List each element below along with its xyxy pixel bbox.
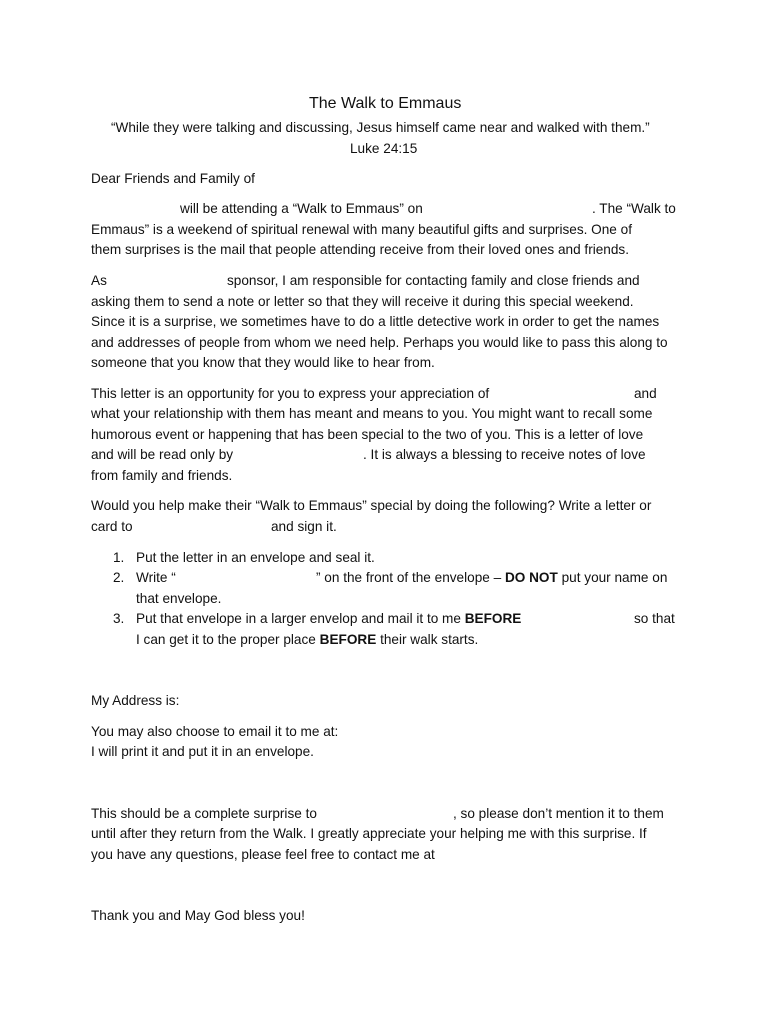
p3-text: humorous event or happening that has been special to the two of you. This is a letter of love	[91, 427, 644, 442]
scripture-reference: Luke 24:15	[350, 141, 418, 156]
p2-text: asking them to send a note or letter so that they will receive it during this special weekend.	[91, 294, 634, 309]
scripture-quote: “While they were talking and discussing, Jesus himself came near and walked with them.”	[111, 120, 650, 135]
p2-text: and addresses of people from whom we need help. Perhaps you would like to pass this along to	[91, 335, 668, 350]
list-item: so that	[634, 611, 675, 626]
p4-text: card to	[91, 519, 133, 534]
email-text: I will print it and put it in an envelope.	[91, 744, 314, 759]
p3-text: and	[634, 386, 657, 401]
p1-text: them surprises is the mail that people attending receive from their loved ones and friends.	[91, 242, 629, 257]
p5-text: This should be a complete surprise to	[91, 806, 317, 821]
p1-text: . The “Walk to	[592, 201, 676, 216]
p5-text: until after they return from the Walk. I greatly appreciate your helping me with this surprise. If	[91, 826, 647, 841]
closing: Thank you and May God bless you!	[91, 908, 305, 923]
list-item: I can get it to the proper place BEFORE their walk starts.	[136, 632, 479, 647]
list-item: Put the letter in an envelope and seal it.	[136, 550, 375, 565]
p2-text: Since it is a surprise, we sometimes have to do a little detective work in order to get the names	[91, 314, 660, 329]
list-item: that envelope.	[136, 591, 222, 606]
p2-text: someone that you know that they would like to hear from.	[91, 355, 435, 370]
list-number: 3.	[113, 611, 125, 626]
p5-text: , so please don’t mention it to them	[453, 806, 664, 821]
p3-text: . It is always a blessing to receive notes of love	[363, 447, 646, 462]
list-number: 1.	[113, 550, 125, 565]
p1-text: Emmaus” is a weekend of spiritual renewal with many beautiful gifts and surprises. One of	[91, 222, 632, 237]
p3-text: and will be read only by	[91, 447, 234, 462]
list-item: Put that envelope in a larger envelop and mail it to me BEFORE	[136, 611, 522, 626]
p4-text: and sign it.	[271, 519, 337, 534]
p2-text: As	[91, 273, 107, 288]
page-title: The Walk to Emmaus	[309, 95, 462, 112]
list-number: 2.	[113, 570, 125, 585]
p1-text: will be attending a “Walk to Emmaus” on	[180, 201, 423, 216]
p4-text: Would you help make their “Walk to Emmaus” special by doing the following? Write a letter or	[91, 498, 652, 513]
p3-text: This letter is an opportunity for you to express your appreciation of	[91, 386, 490, 401]
address-label: My Address is:	[91, 693, 180, 708]
p3-text: what your relationship with them has meant and means to you. You might want to recall some	[91, 406, 653, 421]
email-text: You may also choose to email it to me at:	[91, 724, 339, 739]
p5-text: you have any questions, please feel free to contact me at	[91, 847, 435, 862]
p2-text: sponsor, I am responsible for contacting family and close friends and	[227, 273, 640, 288]
list-item: Write “	[136, 570, 176, 585]
p3-text: from family and friends.	[91, 468, 233, 483]
list-item: ” on the front of the envelope – DO NOT put your name on	[316, 570, 668, 585]
salutation: Dear Friends and Family of	[91, 171, 255, 186]
